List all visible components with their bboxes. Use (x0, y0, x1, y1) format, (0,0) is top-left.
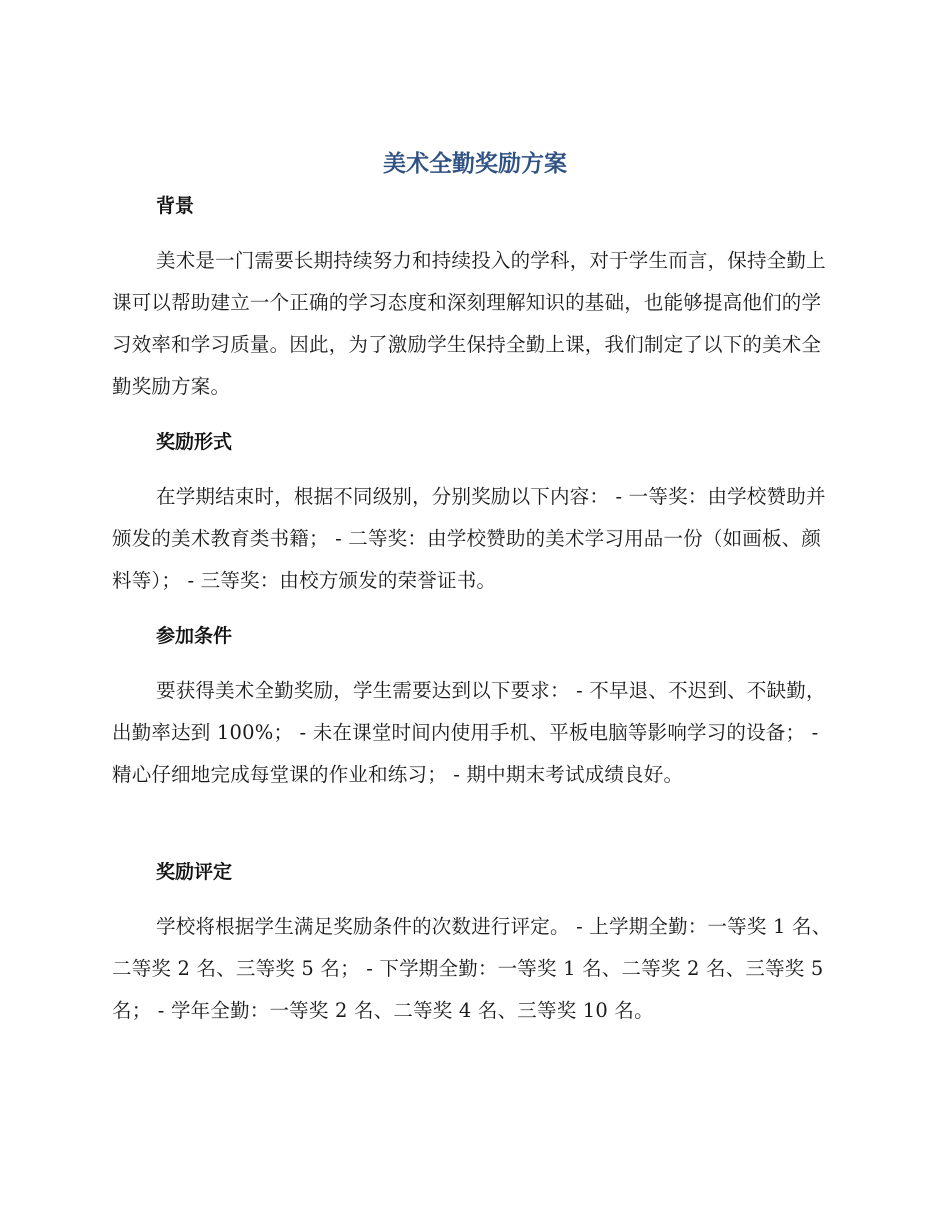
document-title: 美术全勤奖励方案 (383, 151, 567, 177)
section-heading-reward-form: 奖励形式 (156, 431, 233, 453)
section-body-background: 美术是一门需要长期持续努力和持续投入的学科，对于学生而言，保持全勤上课可以帮助建立一个正确的学习态度和深刻理解知识的基础，也能够提高他们的学习效率和学习质量。因此，为了激励学生保持全勤上课，我们制定了以下的美术全勤奖励方案。 (112, 249, 826, 398)
section-body-reward-form: 在学期结束时，根据不同级别，分别奖励以下内容： - 一等奖：由学校赞助并颁发的美术教育类书籍； - 二等奖：由学校赞助的美术学习用品一份（如画板、颜料等）； - 三等奖：由校方颁发的荣誉证书。 (112, 485, 826, 592)
section-body-evaluation: 学校将根据学生满足奖励条件的次数进行评定。 - 上学期全勤：一等奖 1 名、二等奖 2 名、三等奖 5 名； - 下学期全勤：一等奖 1 名、二等奖 2 名、三等奖 5 名； - 学年全勤：一等奖 2 名、二等奖 4 名、三等奖 10 名。 (112, 915, 832, 1022)
section-heading-eligibility: 参加条件 (156, 625, 233, 647)
section-heading-evaluation: 奖励评定 (156, 861, 233, 883)
section-heading-background: 背景 (156, 195, 195, 217)
section-body-eligibility: 要获得美术全勤奖励，学生需要达到以下要求： - 不早退、不迟到、不缺勤，出勤率达到 100%； - 未在课堂时间内使用手机、平板电脑等影响学习的设备； - 精心仔细地完成每堂课的作业和练习； - 期中期末考试成绩良好。 (112, 679, 826, 786)
